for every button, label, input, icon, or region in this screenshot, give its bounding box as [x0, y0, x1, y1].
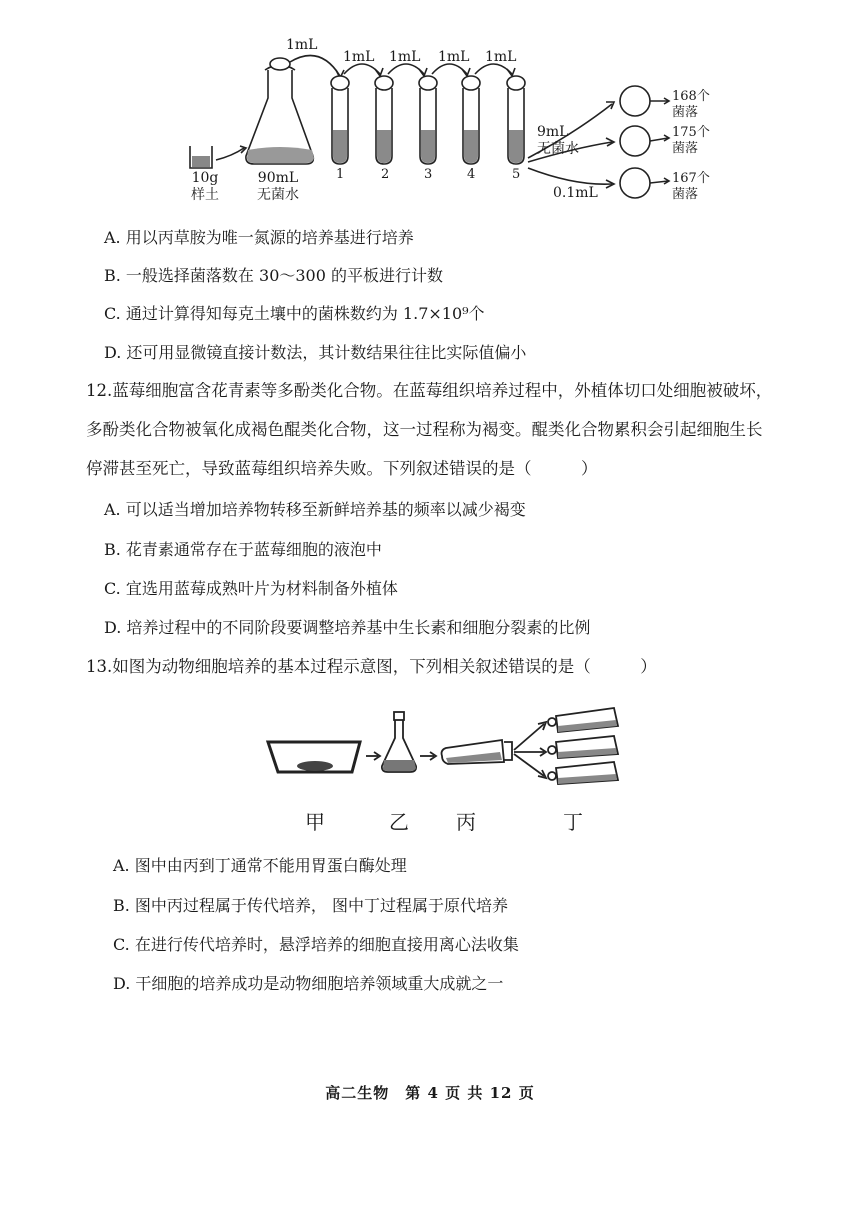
caption-bing: 丙 [456, 810, 476, 834]
tube-liquid [509, 130, 523, 163]
q11-option-a: A. 用以丙草胺为唯一氮源的培养基进行培养 [104, 228, 414, 247]
q13-option-b: B. 图中丙过程属于传代培养， 图中丁过程属于原代培养 [113, 896, 509, 915]
q12-option-c: C. 宜选用蓝莓成熟叶片为材料制备外植体 [104, 579, 398, 598]
q11-option-c: C. 通过计算得知每克土壤中的菌株数约为 1.7×10⁹个 [104, 304, 485, 323]
plating-volume-label: 0.1mL [553, 185, 598, 201]
colony-count-3: 167个 菌落 [672, 171, 710, 202]
transfer-arrow [432, 64, 467, 74]
q13-option-d: D. 干细胞的培养成功是动物细胞培养领域重大成就之一 [113, 974, 504, 993]
tube-stopper [462, 76, 480, 90]
tube-number: 1 [336, 167, 345, 182]
tube-number: 5 [512, 167, 521, 182]
transfer-label-1: 1mL [286, 37, 318, 53]
tube-stopper [331, 76, 349, 90]
q12-option-a: A. 可以适当增加培养物转移至新鲜培养基的频率以减少褐变 [104, 500, 526, 519]
q12-option-b: B. 花青素通常存在于蓝莓细胞的液泡中 [104, 540, 382, 559]
transfer-arrow [475, 64, 512, 74]
q12-stem-line-1: 12.蓝莓细胞富含花青素等多酚类化合物。在蓝莓组织培养过程中，外植体切口处细胞被破坏， [86, 381, 773, 400]
transfer-arrow [388, 64, 424, 74]
caption-ding: 丁 [563, 810, 583, 834]
soil-label: 10g 样土 [191, 170, 219, 203]
q13-option-c: C. 在进行传代培养时，悬浮培养的细胞直接用离心法收集 [113, 935, 519, 954]
page-footer: 高二生物 第 4 页 共 12 页 [325, 1084, 535, 1102]
sterile-water-label: 9mL 无菌水 [537, 124, 579, 157]
tube-stopper [375, 76, 393, 90]
transfer-label-4: 1mL [438, 49, 470, 65]
transfer-arrow [344, 64, 380, 74]
tube-stopper [507, 76, 525, 90]
tube-liquid [464, 130, 478, 163]
tube-liquid [421, 130, 435, 163]
q11-option-d: D. 还可用显微镜直接计数法，其计数结果往往比实际值偏小 [104, 343, 527, 362]
caption-yi: 乙 [389, 810, 409, 834]
tube-stopper [419, 76, 437, 90]
tube-liquid [333, 130, 347, 163]
cell-culture-figure [260, 700, 630, 790]
q13-option-a: A. 图中由丙到丁通常不能用胃蛋白酶处理 [113, 856, 407, 875]
colony-count-1: 168个 菌落 [672, 89, 710, 120]
tube-number: 3 [424, 167, 433, 182]
caption-jia: 甲 [305, 810, 325, 834]
transfer-label-3: 1mL [389, 49, 421, 65]
flask-label: 90mL 无菌水 [257, 170, 299, 203]
q12-stem-line-2: 多酚类化合物被氧化成褐色醌类化合物，这一过程称为褐变。醌类化合物累积会引起细胞生长 [86, 420, 763, 439]
q12-option-d: D. 培养过程中的不同阶段要调整培养基中生长素和细胞分裂素的比例 [104, 618, 591, 637]
tube-number: 2 [381, 167, 390, 182]
q11-option-b: B. 一般选择菌落数在 30～300 的平板进行计数 [104, 266, 444, 285]
q12-stem-line-3: 停滞甚至死亡，导致蓝莓组织培养失败。下列叙述错误的是（ ） [86, 459, 598, 478]
tube-number: 4 [467, 167, 476, 182]
transfer-label-2: 1mL [343, 49, 375, 65]
tube-liquid [377, 130, 391, 163]
colony-count-2: 175个 菌落 [672, 125, 710, 156]
transfer-label-5: 1mL [485, 49, 517, 65]
q13-stem: 13.如图为动物细胞培养的基本过程示意图，下列相关叙述错误的是（ ） [86, 657, 657, 676]
